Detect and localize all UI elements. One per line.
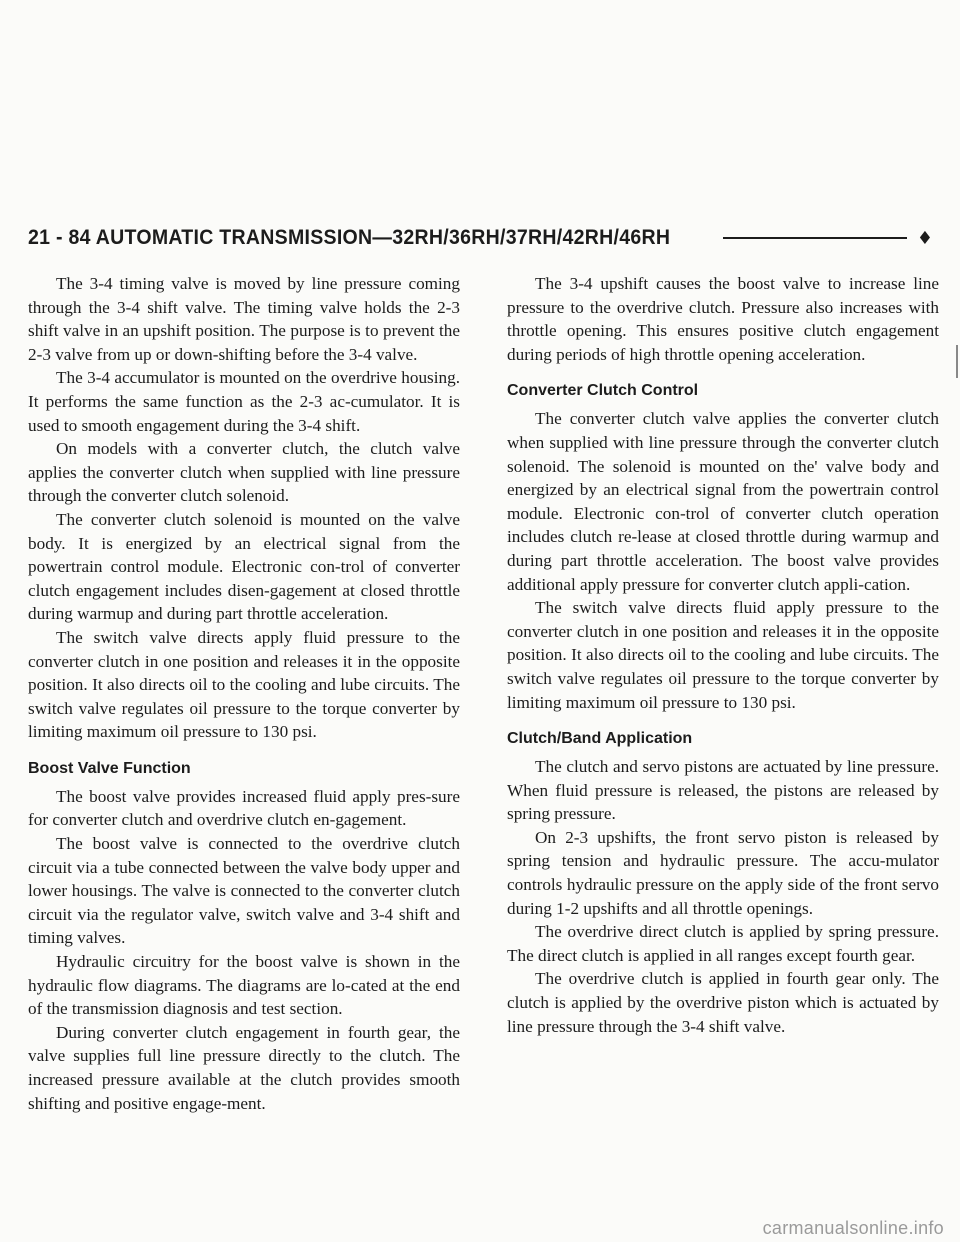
page-header [28,222,933,254]
paragraph: On 2-3 upshifts, the front servo piston is released by spring tension and hydraulic pressure. The accu-mulator controls hydraulic pressure on the apply side of the front servo during 1-2 upshifts and all throttle openings. [507,827,939,918]
paragraph: The boost valve provides increased fluid apply pres-sure for converter clutch and overdrive clutch en-gagement. [28,786,460,830]
margin-mark [956,345,958,378]
paragraph: The clutch and servo pistons are actuated by line pressure. When fluid pressure is released, the pistons are released by spring pressure. [507,757,939,824]
paragraph: During converter clutch engagement in fourth gear, the valve supplies full line pressure directly to the clutch. The increased pressure available at the clutch provides smooth shifting and positive engage-ment. [28,1022,460,1113]
paragraph: The switch valve directs fluid apply pressure to the converter clutch in one position and releases it in the opposite position. It also directs oil to the cooling and lube circuits. The switch valve regulates oil pressure to the torque converter by limiting maximum oil pressure to 130 psi. [507,598,939,712]
header-rule [723,237,907,239]
paragraph: The 3-4 upshift causes the boost valve to increase line pressure to the overdrive clutch. Pressure also increases with throttle opening. This ensures positive clutch engagement during periods of high throttle opening acceleration. [507,274,939,364]
left-column [28,272,460,1115]
paragraph: The switch valve directs apply fluid pressure to the converter clutch in one position and releases it in the opposite position. It also directs oil to the cooling and lube circuits. The switch valve regulates oil pressure to the torque converter by limiting maximum oil pressure to 130 psi. [28,627,460,742]
paragraph: The 3-4 accumulator is mounted on the overdrive housing. It performs the same function as the 2-3 ac-cumulator. It is used to smooth engagement during the 3-4 shift. [28,368,460,435]
page-title: 21 - 84 AUTOMATIC TRANSMISSION—32RH/36RH/37RH/42RH/46RH [28,226,671,249]
diamond-icon: ♦ [916,227,933,249]
section-heading-clutch-band: Clutch/Band Application [507,730,693,748]
section-heading-boost-valve: Boost Valve Function [28,759,191,777]
paragraph: The overdrive clutch is applied in fourth gear only. The clutch is applied by the overdrive piston which is actuated by line pressure through the 3-4 shift valve. [507,969,939,1036]
paragraph: The converter clutch valve applies the converter clutch when supplied with line pressure through the converter clutch solenoid. The solenoid is mounted on the' valve body and energized by an electrical signal from the powertrain control module. Electronic con-trol of converter clutch operation includes clutch re-lease at closed throttle during warmup and during part throttle acceleration. The boost valve provides additional apply pressure for converter clutch appli-cation. [507,409,939,594]
footer-watermark: carmanualsonline.info [762,1218,944,1238]
paragraph: The 3-4 timing valve is moved by line pressure coming through the 3-4 shift valve. The timing valve holds the 2-3 shift valve in an upshift position. The purpose is to prevent the 2-3 valve from up or down-shifting before the 3-4 valve. [28,274,460,364]
paragraph: Hydraulic circuitry for the boost valve is shown in the hydraulic flow diagrams. The diagrams are lo-cated at the end of the transmission diagnosis and test section. [28,952,460,1019]
paragraph: On models with a converter clutch, the clutch valve applies the converter clutch when supplied with line pressure through the converter clutch solenoid. [28,439,460,506]
paragraph: The boost valve is connected to the overdrive clutch circuit via a tube connected between the valve body upper and lower housings. The valve is connected to the converter clutch circuit via the regulator valve, switch valve and 3-4 shift and timing valves. [28,834,460,948]
section-heading-converter-clutch: Converter Clutch Control [507,382,699,400]
right-column [507,272,939,1038]
paragraph: The overdrive direct clutch is applied by spring pressure. The direct clutch is applied in all ranges except fourth gear. [507,922,939,965]
paragraph: The converter clutch solenoid is mounted on the valve body. It is energized by an electrical signal from the powertrain control module. Electronic con-trol of converter clutch engagement includes disen-gagement at closed throttle during warmup and during part throttle acceleration. [28,509,460,624]
